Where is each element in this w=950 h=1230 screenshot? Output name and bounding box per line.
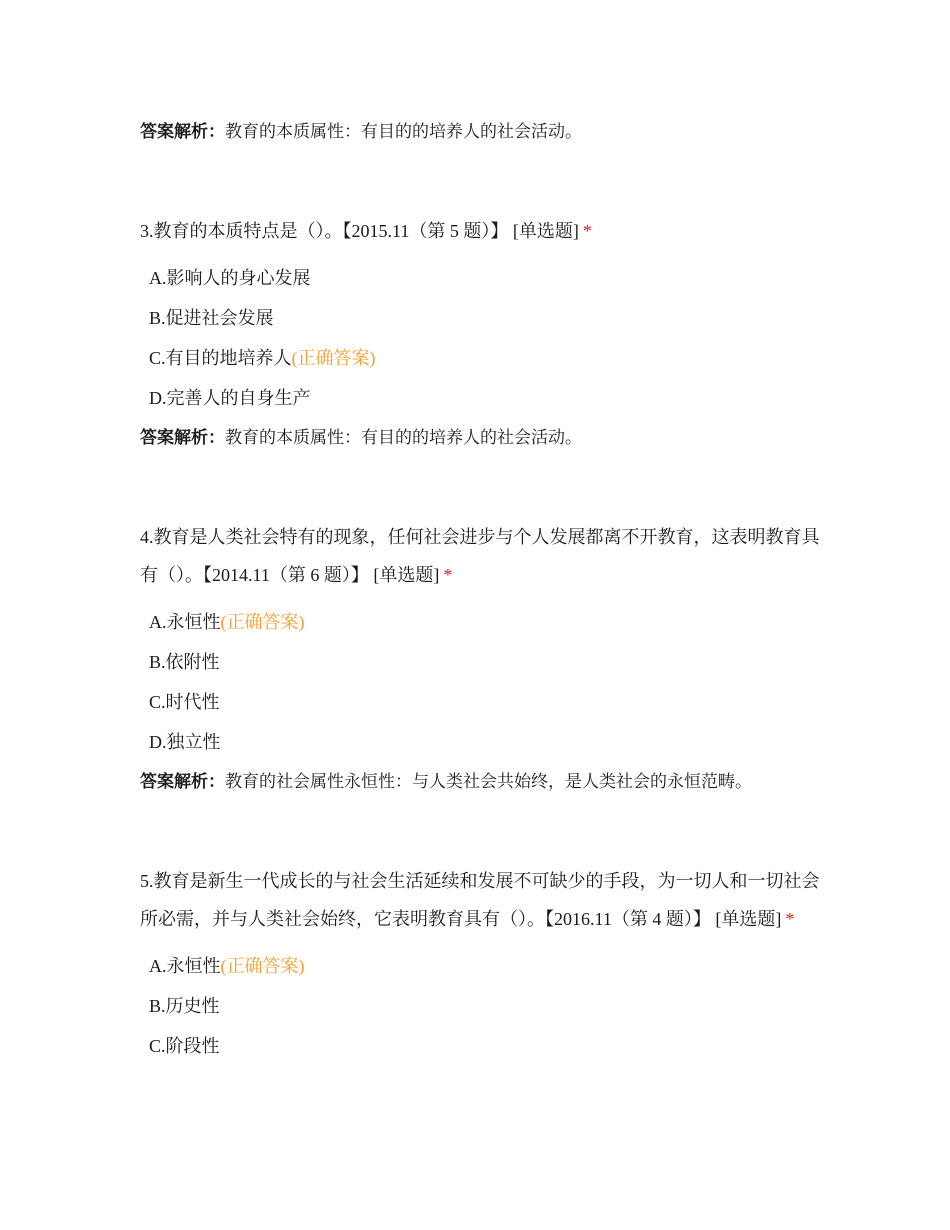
question-title <box>140 518 820 594</box>
analysis-text: 教育的本质属性：有目的的培养人的社会活动。 <box>225 428 582 448</box>
question-title <box>140 862 820 938</box>
question-5 <box>140 862 820 1066</box>
analysis-label: 答案解析： <box>140 772 225 792</box>
required-mark: * <box>582 221 592 241</box>
option-c: C.时代性 <box>149 692 220 712</box>
analysis-text: 教育的社会属性永恒性：与人类社会共始终，是人类社会的永恒范畴。 <box>225 772 752 792</box>
question-text: 5.教育是新生一代成长的与社会生活延续和发展不可缺少的手段，为一切人和一切社会所必需，并与人类社会始终，它表明教育具有（）。【2016.11（第 4 题）】 [单选题] <box>140 871 820 929</box>
question-title <box>140 212 820 250</box>
option-c: C.有目的地培养人(正确答案) <box>149 348 376 368</box>
question-3 <box>140 212 820 450</box>
required-mark: * <box>785 909 795 929</box>
option-b: B.促进社会发展 <box>149 308 274 328</box>
option-c: C.阶段性 <box>149 1036 220 1056</box>
analysis-label: 答案解析： <box>140 122 225 142</box>
correct-answer-mark: (正确答案) <box>220 956 305 976</box>
question-4 <box>140 518 820 794</box>
option-a: A.永恒性(正确答案) <box>149 956 305 976</box>
option-b: B.依附性 <box>149 652 220 672</box>
analysis-text: 教育的本质属性：有目的的培养人的社会活动。 <box>225 122 582 142</box>
option-d: D.完善人的自身生产 <box>149 388 311 408</box>
option-a: A.影响人的身心发展 <box>149 268 311 288</box>
answer-analysis <box>140 768 820 794</box>
answer-analysis <box>140 424 820 450</box>
option-a: A.永恒性(正确答案) <box>149 612 305 632</box>
question-text: 3.教育的本质特点是（）。【2015.11（第 5 题）】 [单选题] <box>140 221 579 241</box>
analysis-label: 答案解析： <box>140 428 225 448</box>
correct-answer-mark: (正确答案) <box>220 612 305 632</box>
option-d: D.独立性 <box>149 732 221 752</box>
question-text: 4.教育是人类社会特有的现象，任何社会进步与个人发展都离不开教育，这表明教育具有（）。【2014.11（第 6 题）】 [单选题] <box>140 527 820 585</box>
option-b: B.历史性 <box>149 996 220 1016</box>
required-mark: * <box>443 565 453 585</box>
answer-analysis-q2 <box>140 118 582 144</box>
correct-answer-mark: (正确答案) <box>291 348 376 368</box>
